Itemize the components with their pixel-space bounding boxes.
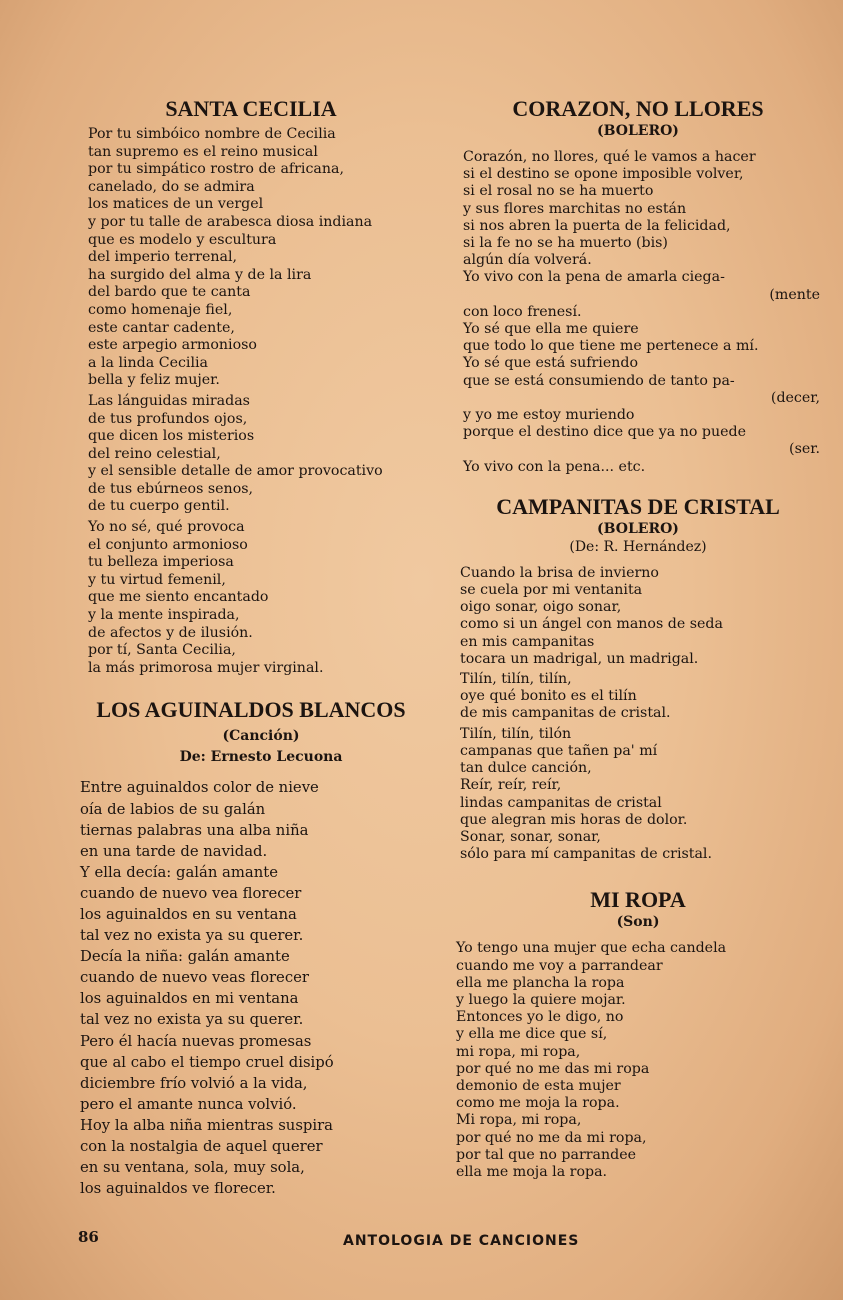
lyric-line: este arpegio armonioso (88, 337, 257, 354)
lyric-line: ha surgido del alma y de la lira (88, 266, 312, 283)
lyric-line: tal vez no exista ya su querer. (80, 927, 304, 945)
lyric-line: tu belleza imperiosa (88, 554, 234, 571)
lyric-line: los aguinaldos en su ventana (80, 905, 297, 923)
lyric-line: de tus ebúrneos senos, (88, 480, 254, 497)
lyric-line: lindas campanitas de cristal (460, 794, 662, 811)
lyric-line: Sonar, sonar, sonar, (460, 828, 601, 845)
left-column (60, 96, 442, 1199)
song-subtitle: (Canción) (222, 728, 300, 745)
lyric-line: Yo no sé, qué provoca (88, 519, 245, 536)
lyric-line: algún día volverá. (463, 252, 592, 269)
song-title-corazon: CORAZON, NO LLORES (512, 96, 764, 121)
lyric-line: Yo vivo con la pena de amarla ciega- (463, 269, 725, 286)
lyric-line: Pero él hacía nuevas promesas (80, 1032, 312, 1050)
lyric-line: si el destino se opone imposible volver, (463, 166, 744, 183)
lyric-line: Yo sé que está sufriendo (463, 355, 638, 372)
lyric-line: (ser. (789, 441, 820, 458)
lyric-line: por qué no me das mi ropa (456, 1060, 650, 1077)
lyric-line: como si un ángel con manos de seda (460, 616, 723, 633)
lyric-line: y yo me estoy muriendo (463, 407, 635, 424)
lyric-line: en mis campanitas (460, 633, 595, 650)
lyric-line: de afectos y de ilusión. (88, 624, 253, 641)
lyric-line: y tu virtud femenil, (88, 571, 226, 588)
lyrics-campanitas (460, 565, 820, 863)
lyric-line: si la fe no se ha muerto (bis) (463, 235, 668, 252)
lyric-line: cuando de nuevo veas florecer (80, 969, 309, 987)
lyric-line: por tí, Santa Cecilia, (88, 642, 236, 659)
lyric-line: Tilín, tilín, tilín, (460, 671, 572, 688)
lyric-line: del bardo que te canta (88, 284, 251, 301)
lyric-line: cuando de nuevo vea florecer (80, 884, 302, 902)
lyric-line: tan dulce canción, (460, 760, 592, 777)
song-title-campanitas: CAMPANITAS DE CRISTAL (496, 493, 780, 519)
lyric-line: de mis campanitas de cristal. (460, 705, 671, 722)
lyric-line: como homenaje fiel, (88, 301, 233, 318)
lyric-line: y el sensible detalle de amor provocativo (88, 463, 383, 480)
lyric-line: Las lánguidas miradas (88, 392, 250, 409)
lyric-line: los aguinaldos en mi ventana (80, 990, 299, 1008)
lyric-line: porque el destino dice que ya no puede (463, 424, 747, 441)
lyric-line: de tus profundos ojos, (88, 410, 248, 427)
lyric-line: Yo tengo una mujer que echa candela (456, 940, 727, 957)
song-subtitle: (Son) (616, 914, 660, 931)
song-subtitle: (BOLERO) (597, 123, 679, 139)
lyric-line: (decer, (770, 389, 820, 406)
song-title-aguinaldos: LOS AGUINALDOS BLANCOS (96, 697, 406, 723)
running-footer-title: ANTOLOGIA DE CANCIONES (343, 1233, 580, 1249)
lyric-line: pero el amante nunca volvió. (80, 1095, 297, 1113)
lyric-line: por tal que no parrandee (456, 1146, 637, 1163)
lyric-line: ella me plancha la ropa (456, 974, 625, 991)
song-author: De: Ernesto Lecuona (179, 749, 343, 766)
lyric-line: en una tarde de navidad. (80, 842, 268, 860)
lyric-line: oía de labios de su galán (80, 800, 266, 818)
lyric-line: tocara un madrigal, un madrigal. (460, 650, 699, 667)
lyric-line: bella y feliz mujer. (88, 372, 220, 389)
lyric-line: diciembre frío volvió a la vida, (80, 1074, 308, 1092)
lyric-line: la más primorosa mujer virginal. (88, 659, 324, 676)
lyric-line: Reír, reír, reír, (460, 777, 562, 794)
lyric-line: cuando me voy a parrandear (456, 957, 663, 974)
lyric-line: el conjunto armonioso (88, 536, 248, 553)
lyric-line: como me moja la ropa. (456, 1095, 620, 1112)
lyric-line: tiernas palabras una alba niña (80, 821, 309, 839)
lyric-line: se cuela por mi ventanita (460, 582, 643, 599)
lyric-line: ella me moja la ropa. (456, 1163, 608, 1180)
lyric-line: por qué no me da mi ropa, (456, 1129, 647, 1146)
lyric-line: Entonces yo le digo, no (456, 1009, 624, 1026)
lyric-line: Yo vivo con la pena... etc. (463, 458, 646, 475)
lyric-line: y la mente inspirada, (88, 607, 240, 624)
lyric-line: si el rosal no se ha muerto (463, 183, 654, 200)
lyric-line: Cuando la brisa de invierno (460, 564, 659, 581)
lyrics-santa-cecilia (88, 126, 442, 677)
lyric-line: que se está consumiendo de tanto pa- (463, 372, 735, 389)
lyric-line: Y ella decía: galán amante (80, 863, 278, 881)
lyric-line: que todo lo que tiene me pertenece a mí. (463, 338, 759, 355)
lyric-line: a la linda Cecilia (88, 354, 209, 371)
lyric-line: los aguinaldos ve florecer. (80, 1180, 276, 1198)
lyric-line: sólo para mí campanitas de cristal. (460, 846, 712, 863)
lyric-line: Hoy la alba niña mientras suspira (80, 1116, 334, 1134)
lyric-line: de tu cuerpo gentil. (88, 498, 230, 515)
song-author: (De: R. Hernández) (569, 538, 707, 555)
lyric-line: por tu simpático rostro de africana, (88, 161, 344, 178)
lyric-line: y por tu talle de arabesca diosa indiana (88, 213, 373, 230)
lyric-line: y ella me dice que sí, (456, 1026, 608, 1043)
lyric-line: que me siento encantado (88, 589, 269, 606)
lyric-line: Yo sé que ella me quiere (463, 321, 639, 338)
song-subtitle: (BOLERO) (597, 520, 679, 537)
lyrics-mi-ropa (456, 940, 820, 1181)
lyric-line: tan supremo es el reino musical (88, 143, 318, 160)
song-title-santa-cecilia: SANTA CECILIA (165, 96, 337, 121)
lyrics-corazon (463, 149, 820, 476)
lyric-line: campanas que tañen pa' mí (460, 742, 658, 759)
song-title-mi-ropa: MI ROPA (590, 887, 686, 913)
lyric-line: con loco frenesí. (463, 303, 582, 320)
lyric-line: Corazón, no llores, qué le vamos a hacer (463, 149, 756, 165)
lyric-line: en su ventana, sola, muy sola, (80, 1159, 305, 1177)
lyric-line: que al cabo el tiempo cruel disipó (80, 1053, 334, 1071)
lyric-line: que alegran mis horas de dolor. (460, 811, 688, 828)
lyric-line: si nos abren la puerta de la felicidad, (463, 217, 731, 234)
lyric-line: que dicen los misterios (88, 428, 255, 445)
lyric-line: que es modelo y escultura (88, 231, 277, 248)
lyrics-aguinaldos (80, 777, 442, 1199)
lyric-line: del imperio terrenal, (88, 249, 238, 266)
lyric-line: (mente (769, 286, 820, 303)
page-number: 86 (78, 1228, 99, 1246)
lyric-line: oye qué bonito es el tilín (460, 688, 637, 705)
lyric-line: del reino celestial, (88, 445, 221, 462)
lyric-line: oigo sonar, oigo sonar, (460, 599, 622, 616)
lyric-line: mi ropa, mi ropa, (456, 1043, 581, 1060)
lyric-line: Tilín, tilín, tilón (460, 725, 572, 742)
lyric-line: Decía la niña: galán amante (80, 948, 290, 966)
lyric-line: con la nostalgia de aquel querer (80, 1138, 323, 1155)
lyric-line: Mi ropa, mi ropa, (456, 1112, 582, 1129)
lyric-line: demonio de esta mujer (456, 1077, 621, 1094)
lyric-line: Por tu simbóico nombre de Cecilia (88, 126, 336, 142)
lyric-line: y luego la quiere mojar. (456, 991, 626, 1008)
lyric-line: los matices de un vergel (88, 196, 264, 213)
lyric-line: Entre aguinaldos color de nieve (80, 779, 319, 797)
lyric-line: y sus flores marchitas no están (463, 200, 687, 217)
lyric-line: tal vez no exista ya su querer. (80, 1011, 304, 1029)
lyric-line: este cantar cadente, (88, 319, 235, 336)
lyric-line: canelado, do se admira (88, 178, 255, 195)
right-column (456, 96, 820, 1181)
